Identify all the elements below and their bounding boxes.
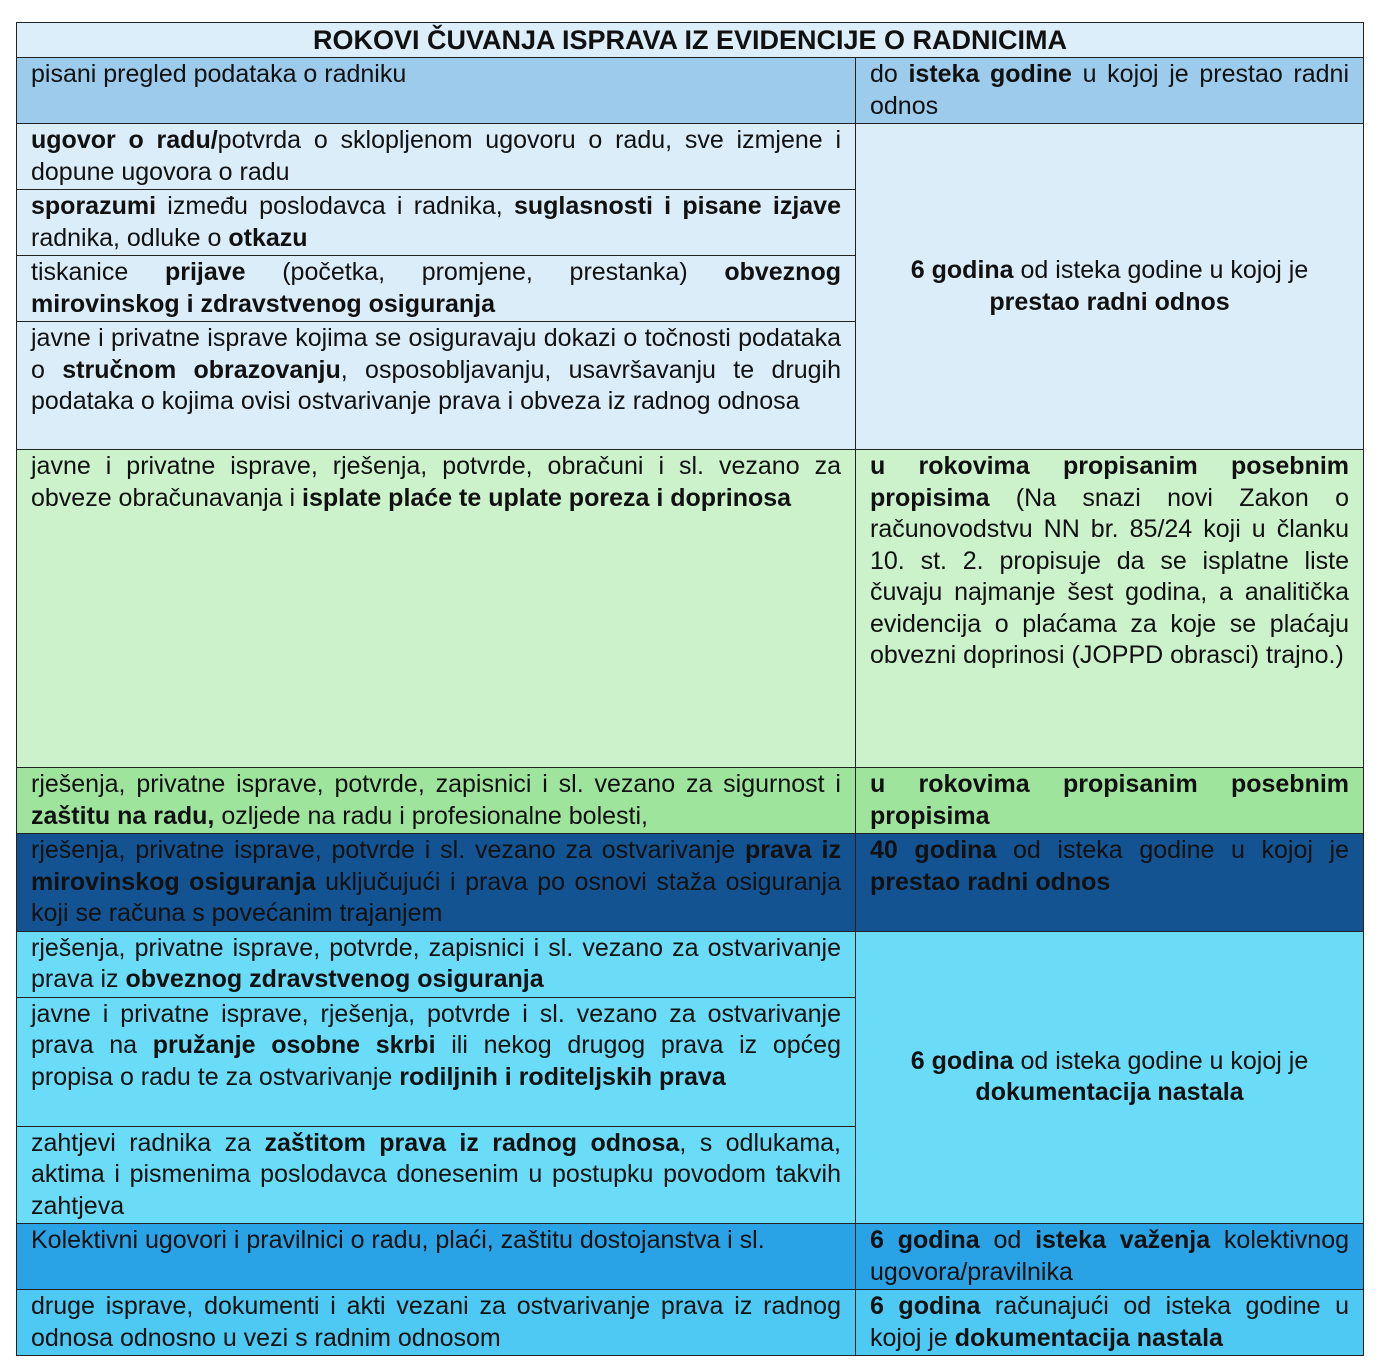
bold-text-run: stručnom obrazovanju — [62, 355, 341, 384]
document-type-text — [31, 1226, 765, 1254]
document-type-cell — [17, 190, 856, 256]
document-type-cell — [17, 1126, 856, 1224]
table-title: ROKOVI ČUVANJA ISPRAVA IZ EVIDENCIJE O RADNICIMA — [17, 23, 1364, 58]
retention-period-cell — [856, 58, 1364, 124]
text-run: od isteka godine u kojoj je — [996, 836, 1350, 864]
document-type-cell — [17, 450, 856, 768]
table-row — [17, 768, 1364, 834]
bold-text-run: 6 godina — [870, 1292, 981, 1320]
retention-period-cell — [856, 768, 1364, 834]
table-row — [17, 1224, 1364, 1290]
document-type-text — [31, 192, 841, 252]
text-run: u kojoj je prestao radni odnos — [870, 60, 1350, 120]
table-row — [17, 450, 1364, 768]
text-run: , osposobljavanju, usavršavanju te drugih podataka o kojima ovisi ostvarivanje prava i obveza iz radnog odnosa — [31, 355, 841, 415]
text-run: između poslodavca i radnika, — [156, 192, 514, 220]
text-run: druge isprave, dokumenti i akti vezani za ostvarivanje prava iz radnog odnosa odnosno u vezi s radnim odnosom — [31, 1292, 841, 1352]
bold-text-run: u rokovima propisanim posebnim propisima — [870, 452, 1350, 512]
document-type-cell — [17, 1290, 856, 1356]
text-run: do — [870, 60, 909, 88]
bold-text-run: ugovor o radu/ — [31, 126, 218, 154]
bold-text-run: rodiljnih i roditeljskih prava — [399, 1062, 726, 1091]
retention-period-cell — [856, 450, 1364, 768]
text-run: tiskanice — [31, 258, 165, 286]
document-type-text — [31, 1292, 841, 1352]
table-row — [17, 1290, 1364, 1356]
retention-period-text — [911, 1047, 1308, 1107]
retention-period-cell — [856, 124, 1364, 450]
bold-text-run: isteka godine — [908, 60, 1072, 88]
bold-text-run: dokumentacija nastala — [975, 1078, 1244, 1107]
document-type-text — [31, 934, 841, 994]
text-run: javne i privatne isprave, rješenja, potvrde, obračuni i sl. vezano za obveze obračunavanja i — [31, 452, 841, 512]
bold-text-run: 6 godina — [870, 1226, 980, 1254]
table-header-row — [17, 23, 1364, 58]
bold-text-run: u rokovima propisanim posebnim propisima — [870, 770, 1350, 830]
text-run: rješenja, privatne isprave, potvrde i sl. vezano za ostvarivanje — [31, 836, 745, 864]
bold-text-run: sporazumi — [31, 192, 157, 220]
table-row — [17, 834, 1364, 932]
retention-period-text — [870, 452, 1349, 669]
document-type-text — [31, 1000, 841, 1091]
text-run: (Na snazi novi Zakon o računovodstvu NN br. 85/24 koji u članku 10. st. 2. propisuje da se isplatne liste čuvaju najmanje šest godina, a analitička evidencija o plaćama za koje se plaćaju obvezni doprinosi (JOPPD obrasci) trajno.) — [870, 483, 1350, 669]
text-run: ozljede na radu i profesionalne bolesti, — [214, 801, 648, 830]
document-type-cell — [17, 931, 856, 997]
bold-text-run: prestao radni odnos — [870, 867, 1111, 896]
bold-text-run: zaštitom prava iz radnog odnosa — [264, 1128, 680, 1157]
retention-period-text — [870, 1292, 1349, 1352]
table-row — [17, 58, 1364, 124]
text-run: Kolektivni ugovori i pravilnici o radu, plaći, zaštitu dostojanstva i sl. — [31, 1226, 765, 1254]
document-type-cell — [17, 256, 856, 322]
document-type-cell — [17, 322, 856, 450]
bold-text-run: otkazu — [228, 223, 308, 252]
text-run: od isteka godine u kojoj je — [1013, 1046, 1309, 1075]
document-type-cell — [17, 1224, 856, 1290]
bold-text-run: prijave — [164, 258, 246, 286]
retention-period-text — [870, 836, 1349, 896]
text-run: javne i privatne isprave, rješenja, potvrde i sl. vezano za ostvarivanje prava na — [31, 999, 841, 1059]
retention-period-cell — [856, 1224, 1364, 1290]
text-run: pisani pregled podataka o radniku — [31, 60, 407, 88]
retention-table — [16, 22, 1364, 1356]
text-run: zahtjevi radnika za — [31, 1128, 265, 1157]
bold-text-run: 40 godina — [870, 836, 997, 864]
text-run: od — [979, 1226, 1036, 1254]
document-type-text — [31, 324, 841, 415]
document-type-cell — [17, 834, 856, 932]
text-run: od isteka godine u kojoj je — [1013, 256, 1309, 284]
table-row — [17, 124, 1364, 190]
text-run: (početka, promjene, prestanka) — [245, 258, 725, 286]
document-type-text — [31, 452, 841, 512]
bold-text-run: obveznog zdravstvenog osiguranja — [125, 965, 544, 993]
bold-text-run: obveznog mirovinskog i zdravstvenog osiguranja — [31, 258, 841, 318]
bold-text-run: 6 godina — [910, 256, 1014, 284]
bold-text-run: prestao radni odnos — [989, 287, 1230, 316]
bold-text-run: pružanje osobne skrbi — [152, 1031, 436, 1059]
text-run: rješenja, privatne isprave, potvrde, zapisnici i sl. vezano za ostvarivanje prava iz — [31, 933, 841, 993]
bold-text-run: dokumentacija nastala — [954, 1323, 1223, 1352]
document-type-text — [31, 1129, 841, 1220]
text-run: potvrda o sklopljenom ugovoru o radu, sve izmjene i dopune ugovora o radu — [31, 126, 842, 186]
text-run: javne i privatne isprave kojima se osiguravaju dokazi o točnosti podataka o — [31, 324, 841, 384]
text-run: računajući od isteka godine u kojoj je — [870, 1292, 1349, 1352]
text-run: uključujući i prava po osnovi staža osiguranja koji se računa s povećanim trajanjem — [31, 867, 841, 927]
document-type-cell — [17, 997, 856, 1126]
text-run: ili nekog drugog prava iz općeg propisa o radu te za ostvarivanje — [31, 1031, 841, 1091]
bold-text-run: isteka važenja — [1035, 1226, 1211, 1254]
text-run: radnika, odluke o — [31, 223, 229, 252]
retention-period-cell — [856, 834, 1364, 932]
document-type-cell — [17, 124, 856, 190]
document-type-text — [31, 836, 841, 927]
bold-text-run: 6 godina — [910, 1046, 1014, 1075]
bold-text-run: suglasnosti i pisane izjave — [513, 192, 841, 220]
bold-text-run: isplate plaće te uplate poreza i doprinosa — [302, 483, 792, 512]
retention-period-text — [870, 770, 1349, 830]
retention-period-text — [870, 60, 1349, 120]
retention-period-text — [911, 256, 1308, 316]
text-run: kolektivnog ugovora/pravilnika — [870, 1226, 1350, 1286]
document-type-cell — [17, 58, 856, 124]
document-type-cell — [17, 768, 856, 834]
retention-period-text — [870, 1226, 1349, 1286]
text-run: rješenja, privatne isprave, potvrde, zapisnici i sl. vezano za sigurnost i — [31, 770, 841, 798]
text-run: , s odlukama, aktima i pismenima poslodavca donesenim u postupku povodom takvih zahtjeva — [31, 1128, 841, 1220]
bold-text-run: zaštitu na radu, — [31, 801, 215, 830]
bold-text-run: prava iz mirovinskog osiguranja — [31, 836, 841, 896]
document-type-text — [31, 126, 841, 186]
document-type-text — [31, 60, 406, 88]
document-type-text — [31, 258, 841, 318]
table-row — [17, 931, 1364, 997]
retention-period-cell — [856, 1290, 1364, 1356]
document-type-text — [31, 770, 841, 830]
retention-period-cell — [856, 931, 1364, 1224]
